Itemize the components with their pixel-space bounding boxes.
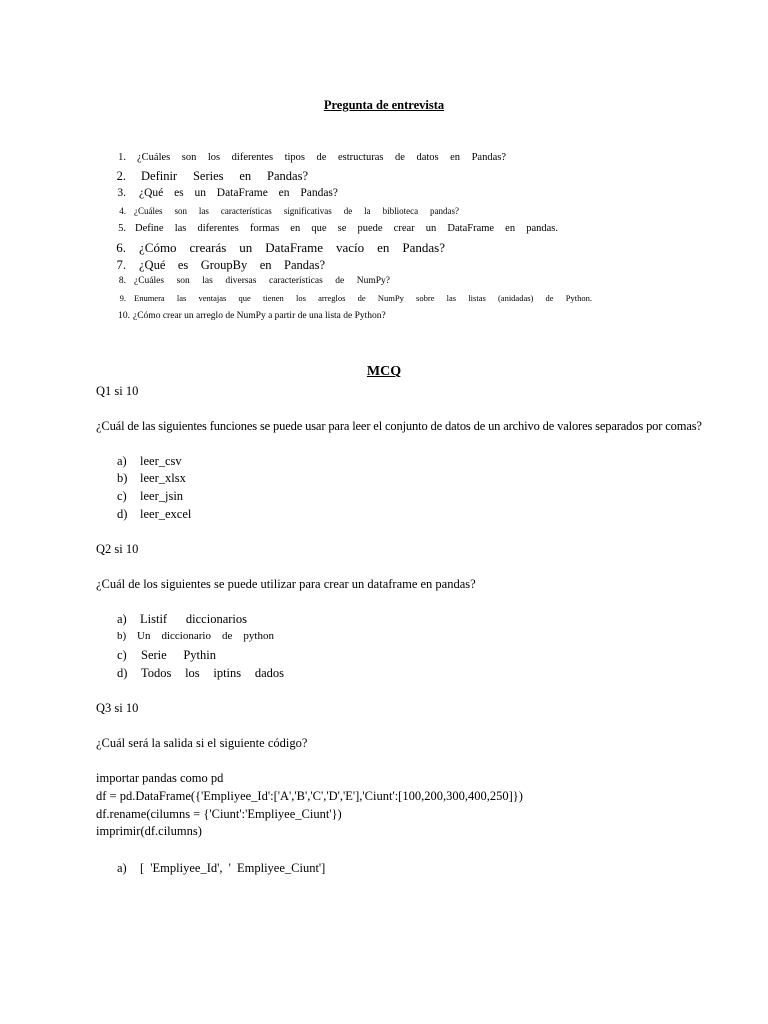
interview-title: Pregunta de entrevista [323, 98, 445, 112]
option-letter: a) [117, 861, 127, 875]
item-number: 2. [116, 169, 126, 183]
item-text: ¿Qué es un DataFrame en Pandas? [139, 187, 338, 199]
option-text: leer_xlsx [140, 471, 186, 485]
option-text: Listif diccionarios [140, 612, 247, 626]
item-text: ¿Cómo crear un arreglo de NumPy a partir de una lista de Python? [133, 311, 386, 321]
item-text: ¿Cuáles son los diferentes tipos de estructuras de datos en Pandas? [137, 152, 506, 163]
code-line: importar pandas como pd [96, 771, 224, 785]
code-line: imprimir(df.cilumns) [96, 824, 202, 838]
question-text: ¿Cuál será la salida si el siguiente código? [96, 736, 308, 750]
option-letter: d) [117, 666, 128, 680]
question-label: Q2 si 10 [96, 542, 139, 556]
option-letter: a) [117, 454, 127, 468]
option-letter: b) [117, 630, 127, 642]
option-letter: b) [117, 471, 128, 485]
item-text: Definir Series en Pandas? [141, 169, 308, 183]
option-text: leer_excel [140, 507, 192, 521]
item-number: 1. [118, 152, 126, 163]
item-text: Enumera las ventajas que tienen los arreglos de NumPy sobre las listas (anidadas) de Python. [134, 293, 592, 303]
item-number: 5. [118, 223, 126, 234]
question-text: ¿Cuál de los siguientes se puede utilizar para crear un dataframe en pandas? [96, 577, 476, 591]
item-number: 10. [118, 311, 130, 321]
question-label: Q1 si 10 [96, 384, 139, 398]
option-letter: a) [117, 612, 127, 626]
option-text: Serie Pythin [141, 648, 216, 662]
question-text: ¿Cuál de las siguientes funciones se puede usar para leer el conjunto de datos de un archivo de valores separados por comas? [96, 419, 702, 433]
option-letter: d) [117, 507, 128, 521]
item-text: ¿Qué es GroupBy en Pandas? [139, 258, 325, 272]
item-text: Define las diferentes formas en que se puede crear un DataFrame en pandas. [135, 223, 558, 234]
option-letter: c) [117, 648, 127, 662]
option-text: Un diccionario de python [137, 630, 274, 642]
option-text: [ 'Empliyee_Id', ' Empliyee_Ciunt'] [140, 861, 326, 875]
item-number: 4. [119, 206, 126, 216]
item-number: 8. [118, 276, 126, 286]
item-number: 7. [116, 258, 126, 272]
option-text: leer_csv [140, 454, 182, 468]
option-letter: c) [117, 489, 127, 503]
option-text: Todos los iptins dados [141, 666, 284, 680]
code-line: df.rename(cilumns = {'Ciunt':'Empliyee_Ciunt'}) [96, 807, 342, 821]
item-text: ¿Cómo crearás un DataFrame vacío en Pandas? [139, 240, 445, 255]
question-label: Q3 si 10 [96, 701, 139, 715]
item-text: ¿Cuáles son las diversas características de NumPy? [134, 276, 390, 286]
item-text: ¿Cuáles son las características significativas de la biblioteca pandas? [134, 206, 459, 216]
item-number: 6. [116, 240, 126, 255]
mcq-title: MCQ [366, 364, 402, 379]
item-number: 9. [119, 293, 126, 303]
item-number: 3. [117, 187, 126, 199]
code-line: df = pd.DataFrame({'Empliyee_Id':['A','B','C','D','E'],'Ciunt':[100,200,300,400,250]}) [96, 789, 523, 803]
option-text: leer_jsin [140, 489, 184, 503]
